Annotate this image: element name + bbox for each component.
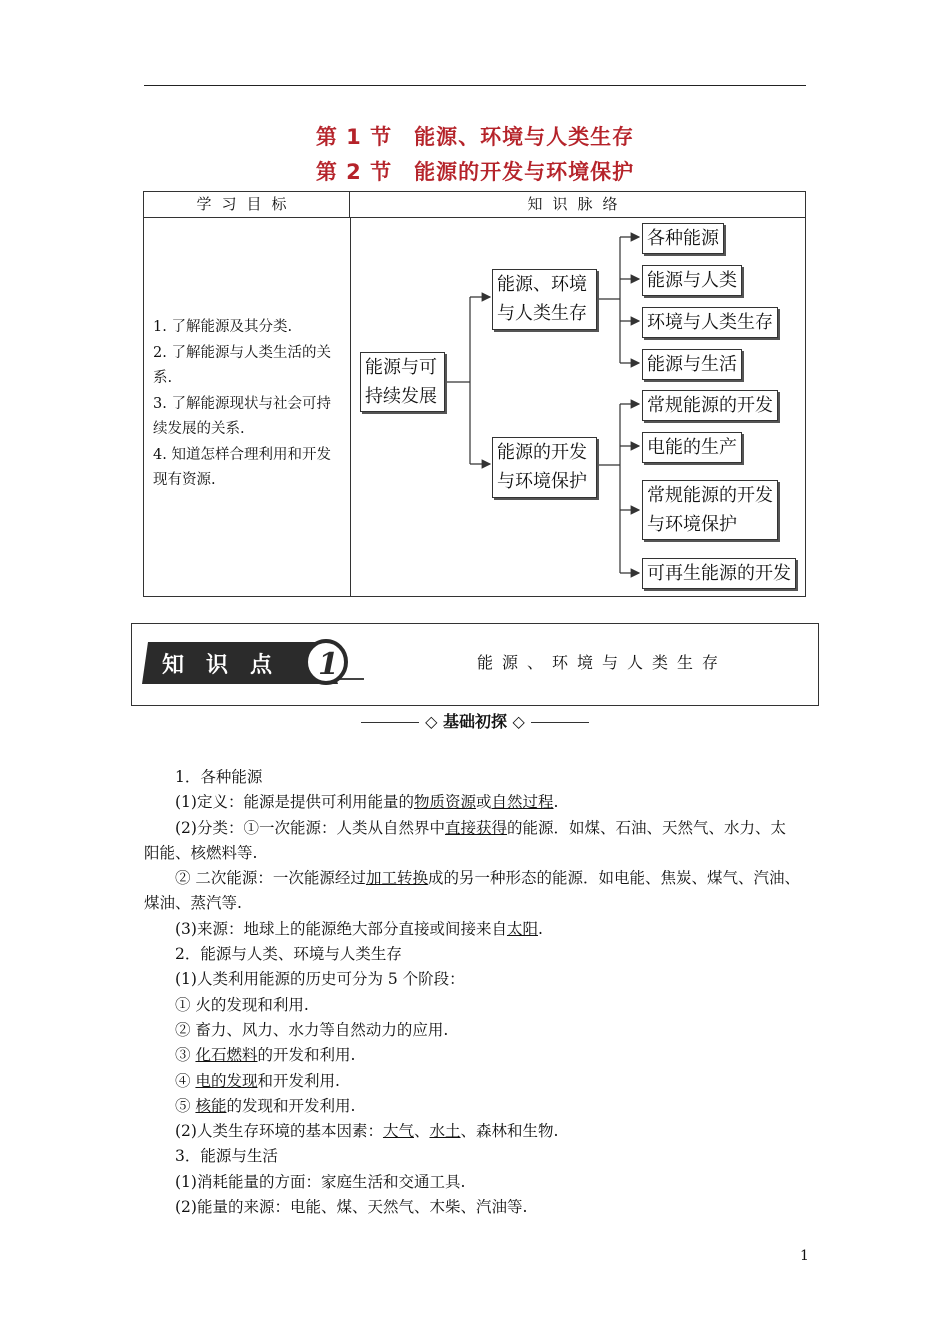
paragraph: [144, 866, 810, 891]
subheading-text: ◇ 基础初探 ◇: [425, 712, 525, 731]
mindmap-leaf: 电能的生产: [642, 432, 742, 463]
paragraph: [144, 917, 810, 942]
text: 的能源．如煤、石油、天然气、水力、太: [506, 818, 786, 837]
mindmap-branch-line: 与环境保护: [497, 471, 587, 492]
outline-table: [143, 191, 806, 597]
mindmap-branch-line: 与人类生存: [497, 303, 587, 324]
paragraph-continuation: 煤油、蒸汽等.: [144, 894, 242, 913]
mindmap-leaf: 可再生能源的开发: [642, 558, 796, 589]
text: (3)来源：地球上的能源绝大部分直接或间接来自: [175, 919, 507, 938]
mindmap-branch-line: 能源的开发: [497, 442, 587, 463]
blank-answer: 太阳: [506, 919, 538, 938]
knowledge-point-label: 知 识 点: [162, 653, 273, 678]
blank-answer: 加工转换: [365, 869, 428, 888]
mindmap-leaf: 能源与人类: [642, 265, 742, 296]
paragraph: [144, 816, 810, 841]
mindmap-root: [360, 352, 445, 412]
text: ③: [175, 1046, 196, 1065]
blank-answer: 水土: [429, 1122, 461, 1141]
knowledge-point-number: 1: [318, 647, 339, 682]
text: 、: [413, 1122, 430, 1141]
subheading: [0, 709, 950, 732]
mindmap-leaf: 各种能源: [642, 223, 724, 254]
paragraph: (1)消耗能量的方面：家庭生活和交通工具.: [175, 1172, 466, 1191]
list-item: [144, 1069, 810, 1094]
blank-answer: 电的发现: [195, 1071, 258, 1090]
mindmap-leaf: 环境与人类生存: [642, 307, 778, 338]
text: 的发现和开发利用.: [226, 1096, 356, 1115]
body-text: [144, 765, 810, 1220]
page-number: 1: [800, 1248, 809, 1264]
blank-answer: 大气: [382, 1122, 414, 1141]
goal-item: 1. 了解能源及其分类.: [153, 319, 293, 335]
context-header: 知识脉络: [350, 192, 805, 218]
paragraph: (2)能量的来源：电能、煤、天然气、木柴、汽油等.: [175, 1198, 528, 1217]
list-item: ① 火的发现和利用.: [175, 995, 309, 1014]
mindmap-root-line: 持续发展: [365, 386, 437, 407]
text: .: [537, 919, 543, 938]
blank-answer: 直接获得: [444, 818, 507, 837]
top-rule: [144, 85, 806, 86]
mindmap-branch-2: [492, 437, 597, 498]
text: ② 二次能源：一次能源经过: [175, 869, 366, 888]
knowledge-point-badge: [138, 638, 366, 688]
text: (2)人类生存环境的基本因素：: [175, 1122, 383, 1141]
text: 的开发和利用.: [257, 1046, 356, 1065]
mindmap-leaf-line: 与环境保护: [647, 514, 737, 535]
mindmap-leaf: 常规能源的开发: [642, 390, 778, 421]
paragraph: [144, 1119, 810, 1144]
text: 或: [475, 793, 492, 812]
text: 和开发利用.: [257, 1071, 340, 1090]
mindmap-leaf: 能源与生活: [642, 349, 742, 380]
text: (2)分类：①一次能源：人类从自然界中: [175, 818, 445, 837]
goal-item: 4. 知道怎样合理利用和开发现有资源.: [153, 446, 331, 488]
goals-header: 学习目标: [144, 192, 350, 218]
knowledge-point-banner: [131, 623, 819, 706]
paragraph: (1)人类利用能源的历史可分为 5 个阶段：: [175, 970, 465, 989]
text: (1)定义：能源是提供可利用能量的: [175, 793, 414, 812]
mindmap-leaf: [642, 480, 778, 540]
goal-item: 2. 了解能源与人类生活的关系.: [153, 344, 331, 386]
text: 成的另一种形态的能源．如电能、焦炭、煤气、汽油、: [427, 869, 800, 888]
goal-item: 3. 了解能源现状与社会可持续发展的关系.: [153, 395, 331, 437]
subheading-rule: [361, 722, 419, 723]
mindmap-branch-line: 能源、环境: [497, 274, 587, 295]
list-item: [144, 1043, 810, 1068]
text: .: [553, 793, 559, 812]
heading-energy-types: 1．各种能源: [175, 768, 263, 786]
mindmap-branch-1: [492, 269, 597, 330]
list-item: [144, 1094, 810, 1119]
subheading-rule: [531, 722, 589, 723]
text: ④: [175, 1071, 196, 1090]
mindmap-leaf-line: 常规能源的开发: [647, 485, 773, 506]
paragraph-continuation: 阳能、核燃料等.: [144, 843, 258, 862]
text: ⑤: [175, 1096, 196, 1115]
list-item: ② 畜力、风力、水力等自然动力的应用.: [175, 1020, 449, 1039]
knowledge-point-topic: 能源、环境与人类生存: [476, 653, 727, 672]
blank-answer: 物质资源: [413, 793, 476, 812]
heading-energy-and-humans: 2．能源与人类、环境与人类生存: [175, 945, 402, 964]
paragraph: [144, 790, 810, 815]
text: 、森林和生物.: [460, 1122, 559, 1141]
section-title-2: 第 2 节 能源的开发与环境保护: [315, 160, 635, 184]
mindmap-root-line: 能源与可: [365, 357, 437, 378]
section-title-1: 第 1 节 能源、环境与人类生存: [315, 125, 635, 149]
blank-answer: 核能: [195, 1096, 227, 1115]
blank-answer: 化石燃料: [195, 1046, 258, 1065]
heading-energy-and-life: 3．能源与生活: [175, 1147, 278, 1166]
blank-answer: 自然过程: [491, 793, 554, 812]
